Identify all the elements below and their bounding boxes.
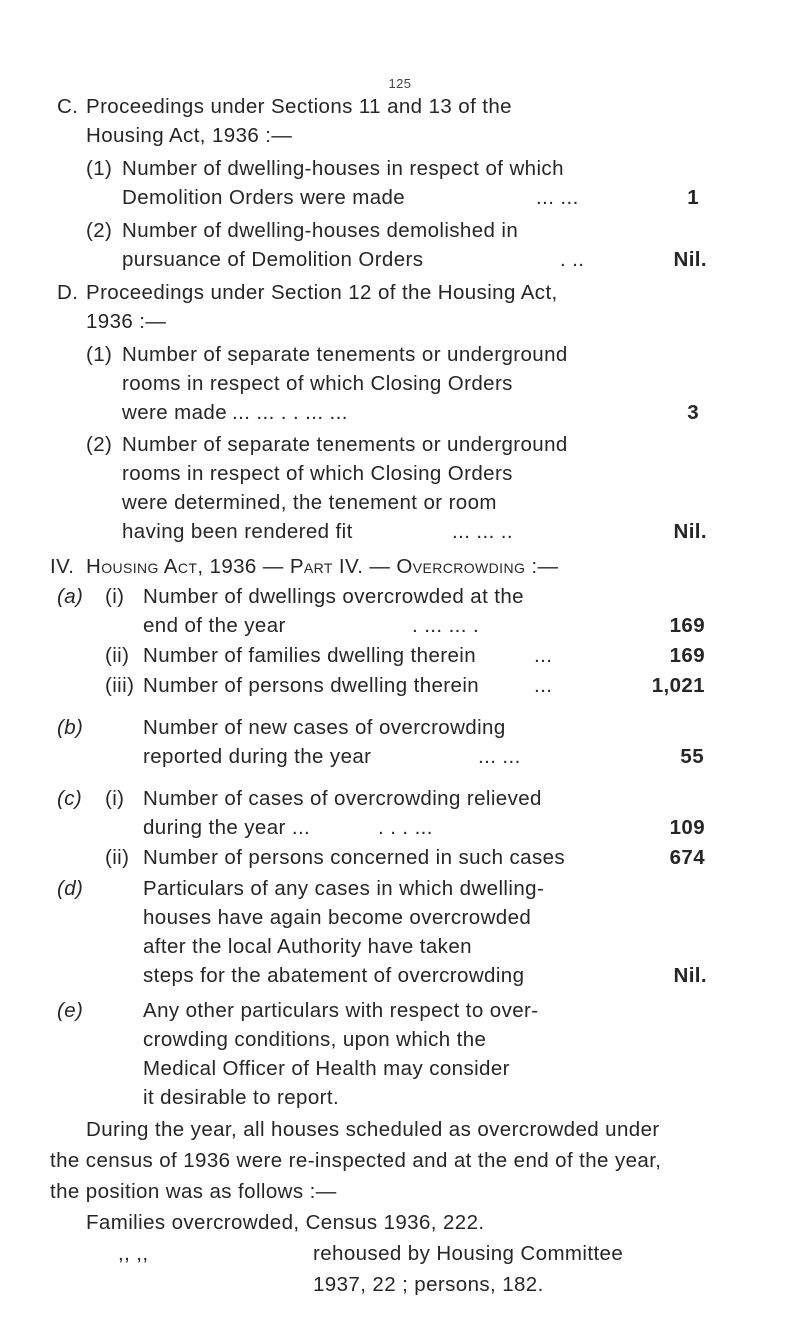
item-text: reported during the year (143, 745, 372, 768)
section-iv-heading: Housing Act, 1936 — Part IV. — Overcrowding :— (86, 555, 559, 578)
leader-dots: ... ... (478, 745, 521, 768)
item-text: were made (122, 401, 228, 424)
subsection-label: (a) (57, 585, 84, 608)
item-text: during the year ... (143, 816, 311, 839)
subsection-label: (b) (57, 716, 84, 739)
leader-dots: . . . ... (378, 816, 433, 839)
section-d-item-1 (0, 340, 800, 427)
item-label: (2) (86, 219, 113, 242)
paragraph-line: the position was as follows :— (50, 1180, 337, 1203)
item-value: 1,021 (651, 674, 705, 697)
section-c (0, 92, 800, 150)
item-text: it desirable to report. (143, 1086, 340, 1109)
item-text: end of the year (143, 614, 286, 637)
leader-dots: ... ... (536, 186, 579, 209)
families-line: Families overcrowded, Census 1936, 222. (86, 1211, 485, 1234)
item-text: houses have again become overcrowded (143, 906, 532, 929)
item-label: (1) (86, 343, 113, 366)
rehoused-line: 1937, 22 ; persons, 182. (313, 1273, 544, 1296)
rehoused-line: rehoused by Housing Committee (313, 1242, 624, 1265)
item-text: Number of separate tenements or underground (122, 433, 568, 456)
item-text: pursuance of Demolition Orders (122, 248, 424, 271)
section-c-heading-line: Proceedings under Sections 11 and 13 of the (86, 95, 512, 118)
item-text: Number of families dwelling therein (143, 644, 477, 667)
section-iv (0, 552, 800, 581)
item-text: Any other particulars with respect to over- (143, 999, 539, 1022)
leader-dots: ... ... . . ... ... (232, 401, 348, 424)
item-text: Number of dwelling-houses in respect of which (122, 157, 564, 180)
leader-dots: ... (534, 674, 553, 697)
section-d-item-2 (0, 430, 800, 546)
section-iv-c-i (0, 784, 800, 842)
paragraph-line: During the year, all houses scheduled as overcrowded under (86, 1118, 660, 1141)
item-text: after the local Authority have taken (143, 935, 472, 958)
item-value: 3 (687, 401, 699, 424)
item-value: Nil. (673, 964, 707, 987)
item-value: 169 (669, 644, 705, 667)
item-label: (1) (86, 157, 113, 180)
section-c-heading-line: Housing Act, 1936 :— (86, 124, 293, 147)
section-iv-a-ii (0, 641, 800, 670)
section-c-label: C. (57, 95, 79, 118)
item-value: 1 (687, 186, 699, 209)
subsection-label: (c) (57, 787, 83, 810)
section-iv-a-i (0, 582, 800, 640)
subsection-label: (e) (57, 999, 84, 1022)
item-text: Number of new cases of overcrowding (143, 716, 506, 739)
item-value: 674 (669, 846, 705, 869)
subsection-label: (d) (57, 877, 84, 900)
item-text: Number of cases of overcrowding relieved (143, 787, 542, 810)
item-text: Number of separate tenements or underground (122, 343, 568, 366)
section-iv-d (0, 874, 800, 990)
section-iv-label: IV. (50, 555, 75, 578)
item-label: (ii) (105, 644, 130, 667)
item-text: Number of persons concerned in such cases (143, 846, 566, 869)
section-c-item-1 (0, 154, 800, 212)
item-label: (ii) (105, 846, 130, 869)
section-d (0, 278, 800, 336)
paragraph-line: the census of 1936 were re-inspected and at the end of the year, (50, 1149, 662, 1172)
section-iv-c-ii (0, 843, 800, 872)
page-number: 125 (388, 76, 412, 91)
item-value: Nil. (673, 520, 707, 543)
section-d-label: D. (57, 281, 79, 304)
leader-dots: . ... ... . (412, 614, 480, 637)
item-text: Number of dwellings overcrowded at the (143, 585, 524, 608)
section-c-item-2 (0, 216, 800, 274)
section-iv-e (0, 996, 800, 1112)
section-iv-a-iii (0, 671, 800, 700)
item-text: Medical Officer of Health may consider (143, 1057, 510, 1080)
leader-dots: . .. (560, 248, 585, 271)
ditto-marks: ,, ,, (118, 1242, 149, 1265)
item-label: (i) (105, 585, 125, 608)
item-text: rooms in respect of which Closing Orders (122, 462, 513, 485)
section-d-heading-line: 1936 :— (86, 310, 167, 333)
item-text: steps for the abatement of overcrowding (143, 964, 525, 987)
item-text: crowding conditions, upon which the (143, 1028, 487, 1051)
item-label: (iii) (105, 674, 135, 697)
item-text: Demolition Orders were made (122, 186, 406, 209)
leader-dots: ... (534, 644, 553, 667)
item-text: were determined, the tenement or room (122, 491, 497, 514)
item-text: Number of persons dwelling therein (143, 674, 480, 697)
item-text: Particulars of any cases in which dwelling- (143, 877, 545, 900)
section-iv-b (0, 713, 800, 771)
item-label: (i) (105, 787, 125, 810)
item-label: (2) (86, 433, 113, 456)
item-value: Nil. (673, 248, 707, 271)
section-d-heading-line: Proceedings under Section 12 of the Housing Act, (86, 281, 558, 304)
item-value: 55 (680, 745, 704, 768)
leader-dots: ... ... .. (452, 520, 513, 543)
item-text: rooms in respect of which Closing Orders (122, 372, 513, 395)
closing-paragraph (0, 1114, 800, 1300)
item-value: 109 (669, 816, 705, 839)
item-value: 169 (669, 614, 705, 637)
item-text: having been rendered fit (122, 520, 353, 543)
item-text: Number of dwelling-houses demolished in (122, 219, 519, 242)
